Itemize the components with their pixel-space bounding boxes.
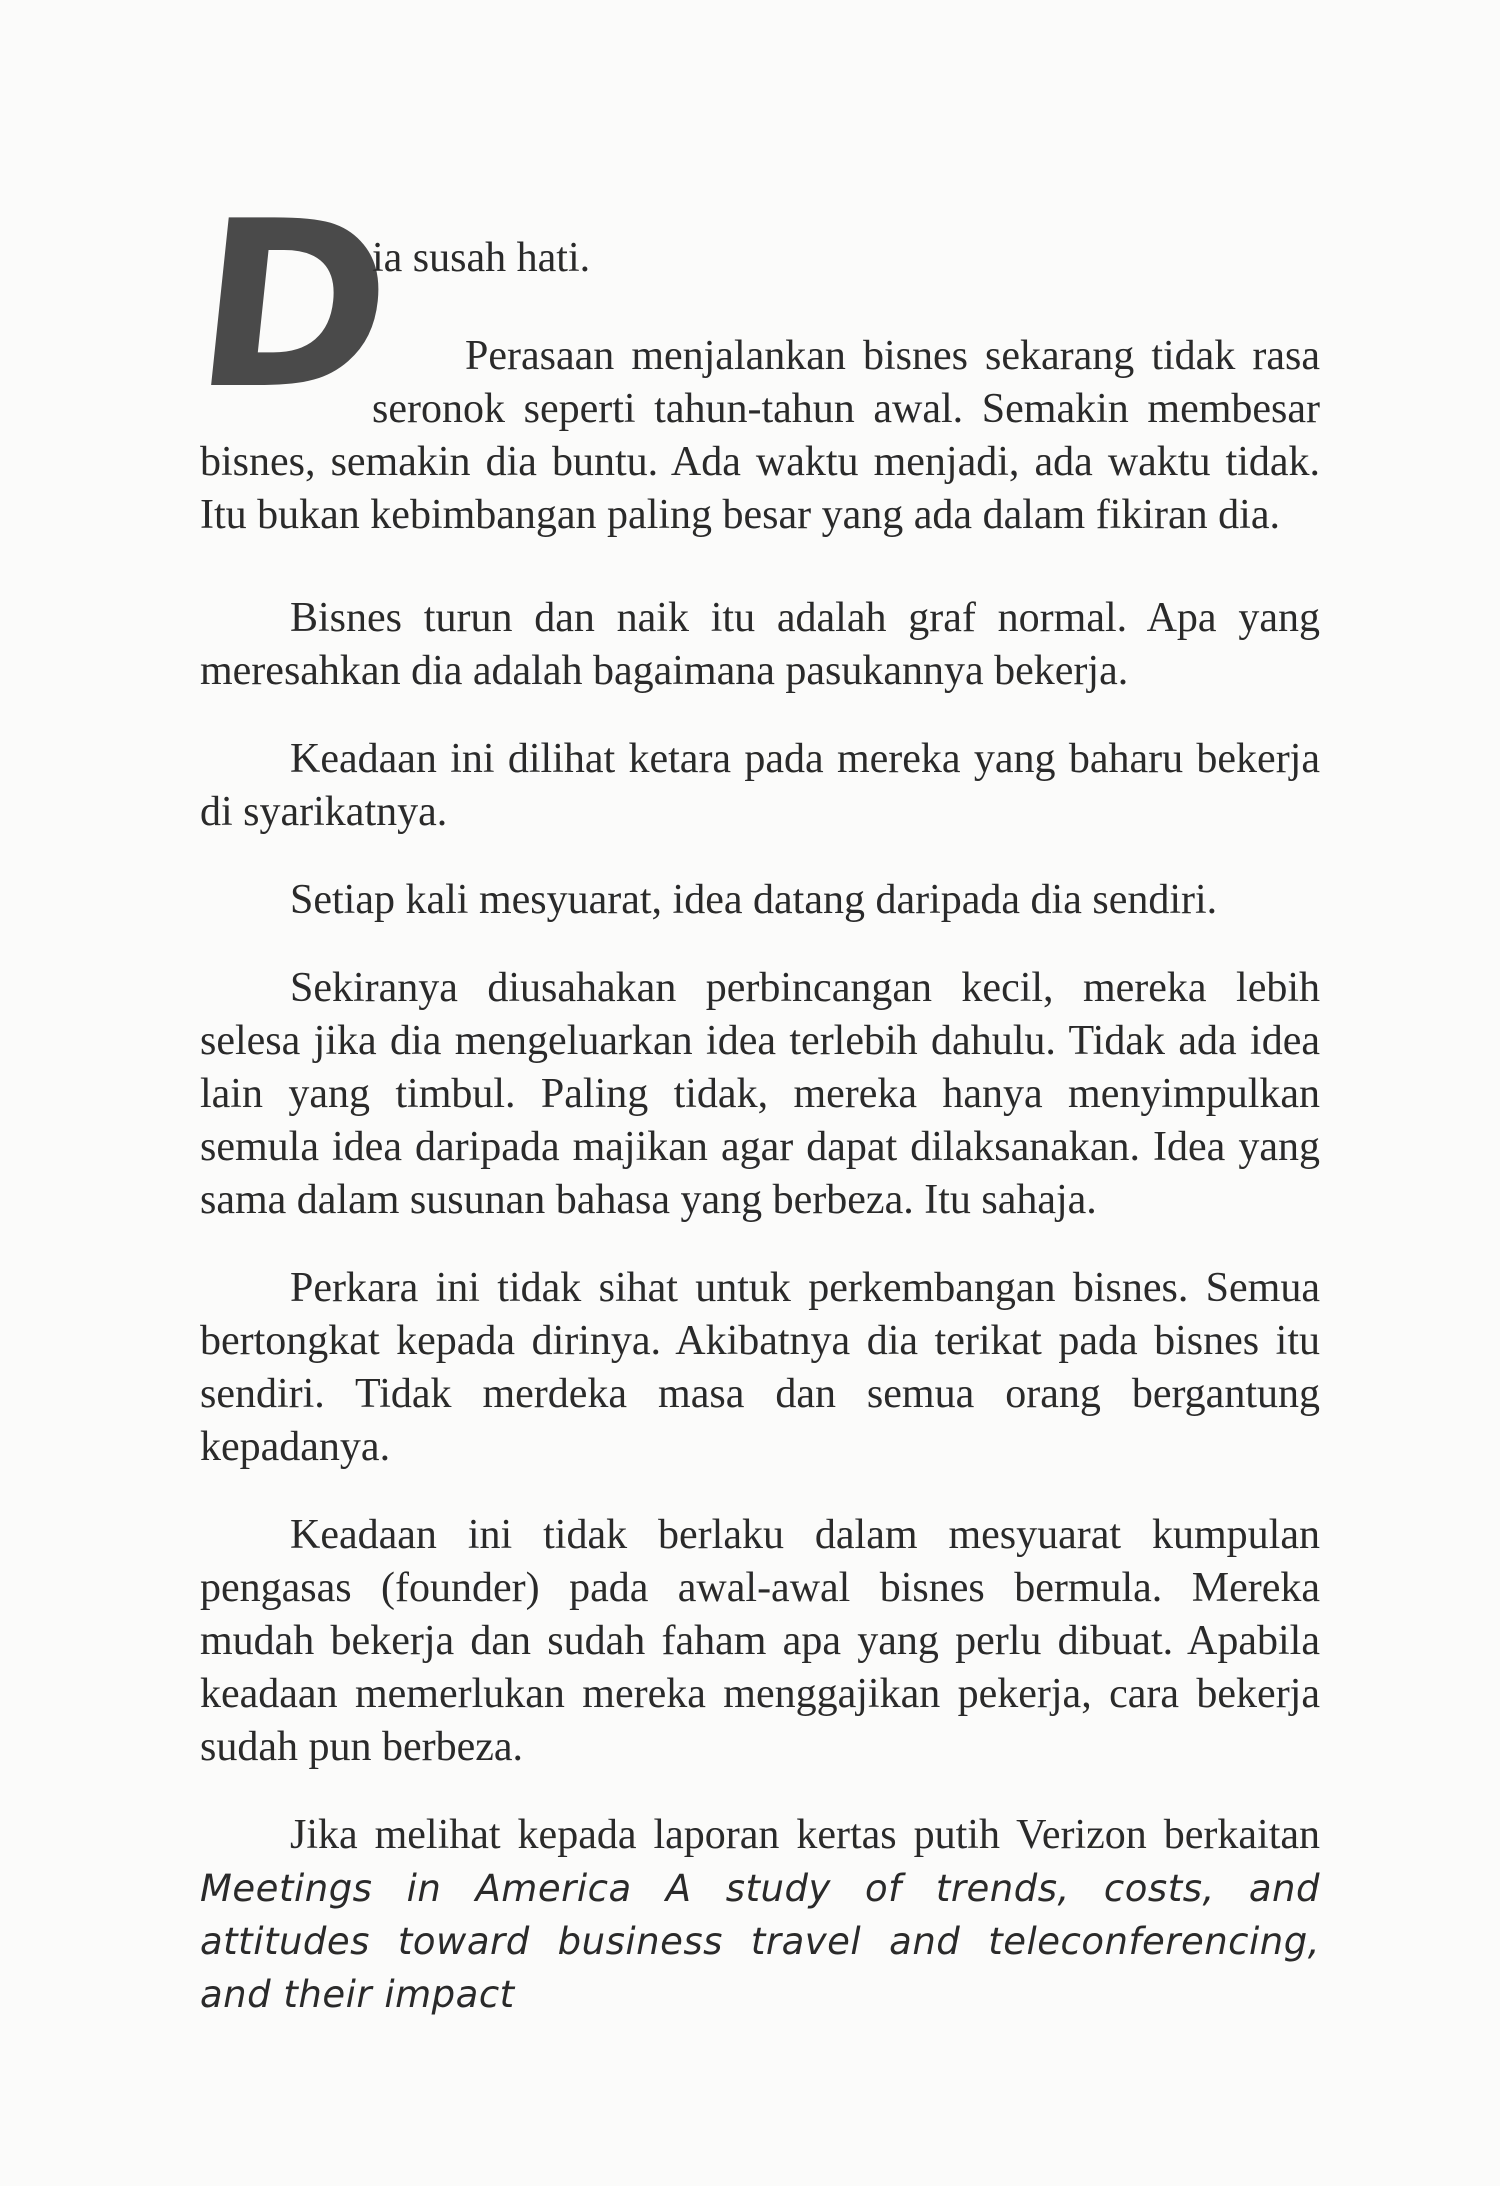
paragraph-8-lead: Jika melihat kepada laporan kertas putih Verizon berkaitan — [290, 1812, 1320, 1858]
report-title-italic: Meetings in America A study of trends, costs, and attitudes toward business travel and teleconferencing, and their impact — [200, 1867, 1320, 2016]
paragraph-7: Keadaan ini tidak berlaku dalam mesyuarat kumpulan pengasas (founder) pada awal-awal bisnes bermula. Mereka mudah bekerja dan sudah faham apa yang perlu dibuat. Apabila keadaan memerlukan mereka menggajikan pekerja, cara bekerja sudah pun berbeza. — [200, 1512, 1320, 1770]
paragraph-5: Sekiranya diusahakan perbincangan kecil, mereka lebih selesa jika dia mengeluarkan idea terlebih dahulu. Tidak ada idea lain yang timbul. Paling tidak, mereka hanya menyimpulkan semula idea daripada majikan agar dapat dilaksanakan. Idea yang sama dalam susunan bahasa yang berbeza. Itu sahaja. — [200, 965, 1320, 1223]
paragraph-4: Setiap kali mesyuarat, idea datang daripada dia sendiri. — [290, 877, 1218, 923]
paragraph-3: Keadaan ini dilihat ketara pada mereka yang baharu bekerja di syarikatnya. — [200, 736, 1320, 835]
body-text — [200, 592, 1320, 2056]
paragraph-1-line-1: Perasaan menjalankan bisnes sekarang tidak rasa — [465, 333, 1320, 379]
drop-cap-text: D — [184, 172, 404, 440]
paragraph-1 — [200, 330, 1320, 542]
first-line-text: ia susah hati. — [372, 235, 591, 281]
paragraph-1-rest: bisnes, semakin dia buntu. Ada waktu menjadi, ada waktu tidak. Itu bukan kebimbangan paling besar yang ada dalam fikiran dia. — [200, 439, 1320, 538]
paragraph-6: Perkara ini tidak sihat untuk perkembangan bisnes. Semua bertongkat kepada dirinya. Akibatnya dia terikat pada bisnes itu sendiri. Tidak merdeka masa dan semua orang bergantung kepadanya. — [200, 1265, 1320, 1470]
paragraph-8 — [200, 1809, 1320, 2021]
paragraph-2: Bisnes turun dan naik itu adalah graf normal. Apa yang meresahkan dia adalah bagaimana pasukannya bekerja. — [200, 595, 1320, 694]
paragraph-1-line-2: seronok seperti tahun-tahun awal. Semakin membesar — [372, 386, 1320, 432]
